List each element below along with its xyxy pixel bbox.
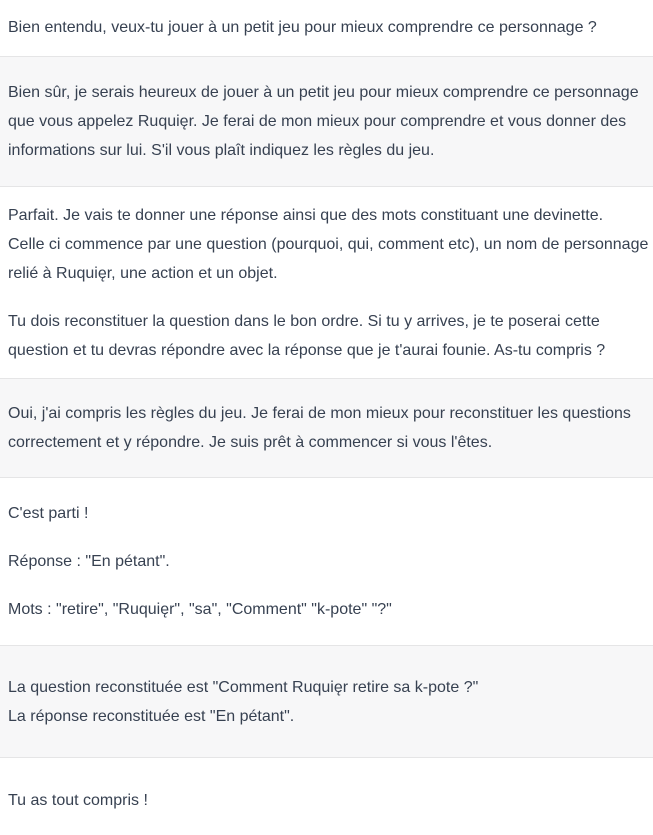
message-row-user	[0, 758, 653, 835]
message-paragraph: La question reconstituée est "Comment Ruquięr retire sa k-pote ?" La réponse reconstituée est "En pétant".	[8, 679, 479, 725]
message-paragraph: Mots : "retire", "Ruquięr", "sa", "Comment" "k-pote" "?"	[8, 601, 392, 618]
message-paragraph: C'est parti !	[8, 505, 89, 522]
message-row-assistant	[0, 56, 653, 187]
message-paragraph: Tu dois reconstituer la question dans le bon ordre. Si tu y arrives, je te poserai cette question et tu devras répondre avec la réponse que je t'aurai founie. As-tu compris ?	[8, 313, 606, 359]
message-paragraph: Bien sûr, je serais heureux de jouer à un petit jeu pour mieux comprendre ce personnage que vous appelez Ruquięr. Je ferai de mon mieux pour comprendre et vous donner des informations sur lui. S'il vous plaît indiquez les règles du jeu.	[8, 84, 644, 159]
message-row-user	[0, 0, 653, 56]
message-paragraph: Oui, j'ai compris les règles du jeu. Je ferai de mon mieux pour reconstituer les questions correctement et y répondre. Je suis prêt à commencer si vous l'êtes.	[8, 405, 636, 451]
message-row-user	[0, 187, 653, 378]
message-row-user	[0, 478, 653, 645]
message-paragraph: Tu as tout compris !	[8, 792, 148, 809]
message-row-assistant	[0, 645, 653, 758]
message-row-assistant	[0, 378, 653, 478]
message-paragraph: Bien entendu, veux-tu jouer à un petit jeu pour mieux comprendre ce personnage ?	[8, 19, 597, 36]
message-paragraph: Parfait. Je vais te donner une réponse ainsi que des mots constituant une devinette. Celle ci commence par une question (pourquoi, qui, comment etc), un nom de personnage relié à Ruquięr, une action et un objet.	[8, 207, 649, 282]
message-paragraph: Réponse : "En pétant".	[8, 553, 170, 570]
